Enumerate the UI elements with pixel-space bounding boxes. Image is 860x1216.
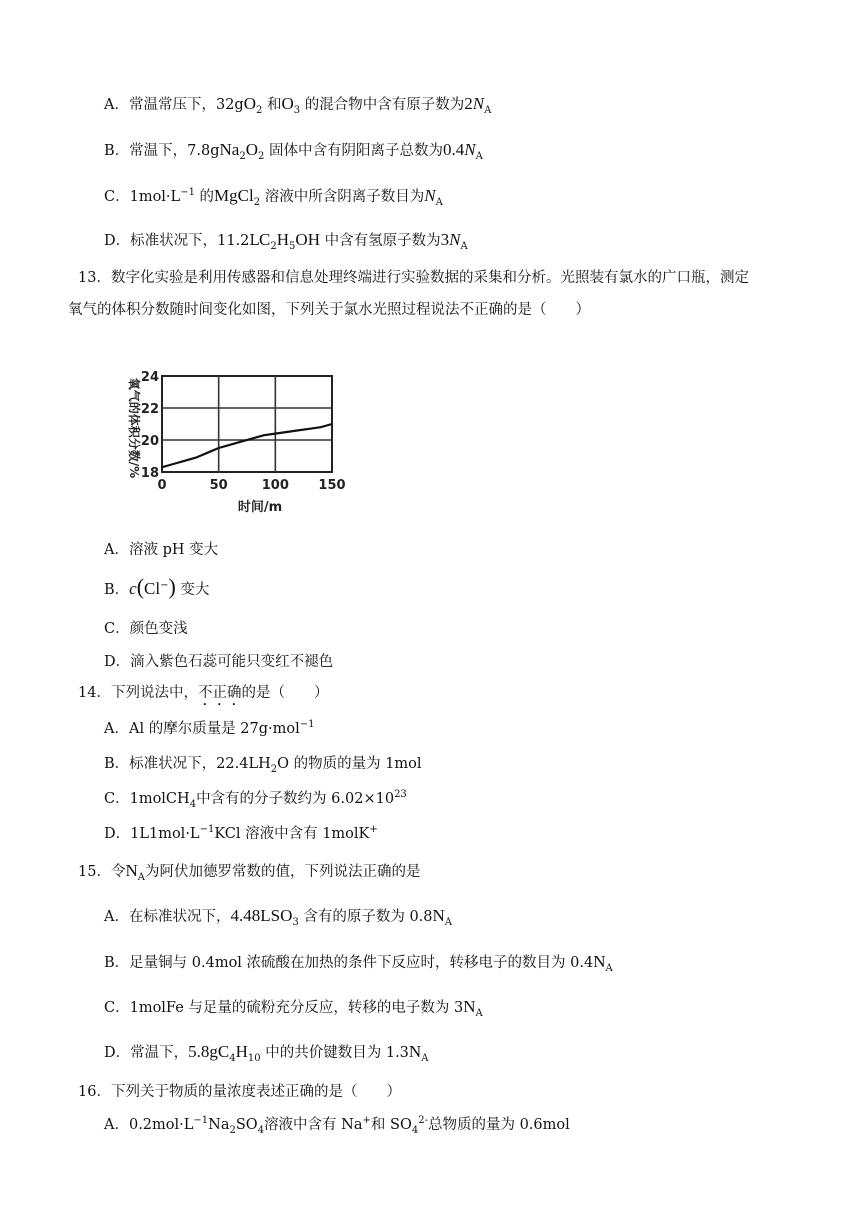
q12-option-a: A．常温常压下，$32gO_2$ 和$O_3$ 的混合物中含有原子数为$2N_A$ [104,94,492,116]
q15-option-b: B．足量铜与 0.4mol 浓硫酸在加热的条件下反应时，转移电子的数目为 $0.4N_A$ [104,952,613,974]
oxygen-volume-chart [114,350,354,522]
q13-option-c: C．颜色变浅 [104,621,188,637]
chart-xtick-label: 100 [261,478,289,493]
q14-option-c: C．1molCH$_4$中含有的分子数约为 $6.02\times 10^{23}$ [104,789,407,810]
chart-grid [162,376,332,472]
chart-xlabel: 时间/m [237,500,283,515]
chart-ylabel: 氧气的体积分数/% [127,377,141,479]
chart-ytick-label: 20 [140,434,159,449]
chart-frame [162,376,332,472]
q15-option-d: D．常温下，$5.8gC_4H_{10}$ 中的共价键数目为 $1.3N_A$ [104,1042,429,1064]
q14-stem: 14．下列说法中，不正确的是（ ） [78,685,329,701]
q13-option-a: A．溶液 pH 变大 [104,542,219,558]
q14-option-d: D．$1L1mol\cdot L^{-1}KCl$ 溶液中含有 1molK+ [104,824,378,842]
q15-option-c: C．1molFe 与足量的硫粉充分反应，转移的电子数为 $3N_A$ [104,997,483,1019]
q14-option-a: A．Al 的摩尔质量是 27g·mol$^{-1}$ [104,719,315,737]
chart-ticks [141,370,346,493]
q13-option-d: D．滴入紫色石蕊可能只变红不褪色 [104,654,334,670]
chart-xtick-label: 0 [157,478,167,493]
chart-ytick-label: 24 [140,370,159,385]
chart-xtick-label: 50 [209,478,228,493]
q15-stem: 15．令$N_A$为阿伏加德罗常数的值，下列说法正确的是 [78,861,421,883]
q12-option-c: C．$1mol\cdot L^{-1}$ 的MgCl$_2$ 溶液中所含阴离子数目为$N_A$ [104,186,443,208]
q12-option-b: B．常温下，$7.8gNa_2O_2$ 固体中含有阴阳离子总数为$0.4N_A$ [104,140,483,162]
chart-series-line [162,424,332,467]
q13-option-b: B．c(Cl−) 变大 [104,574,210,599]
q13-stem-line2: 氧气的体积分数随时间变化如图，下列关于氯水光照过程说法不正确的是（ ） [68,302,590,318]
q16-stem: 16．下列关于物质的量浓度表述正确的是（ ） [78,1084,401,1100]
q15-option-a: A．在标准状况下，$4.48LSO_3$ 含有的原子数为 $0.8N_A$ [104,906,453,928]
chart-ytick-label: 22 [140,402,159,417]
q14-option-b: B．标准状况下，$22.4LH_2O$ 的物质的量为 1mol [104,756,422,775]
q16-option-a: A．$0.2mol\cdot L^{-1}Na_2SO_4$溶液中含有 Na+和 $SO_4^{2-}$总物质的量为 0.6mol [104,1115,570,1136]
chart-ytick-label: 18 [140,466,159,481]
q13-stem-line1: 13．数字化实验是利用传感器和信息处理终端进行实验数据的采集和分析。光照装有氯水的广口瓶，测定 [78,270,749,286]
q12-option-d: D．标准状况下，$11.2LC_2H_5OH$ 中含有氢原子数为$3N_A$ [104,230,468,252]
chart-xtick-label: 150 [318,478,346,493]
chart-series [162,424,332,467]
